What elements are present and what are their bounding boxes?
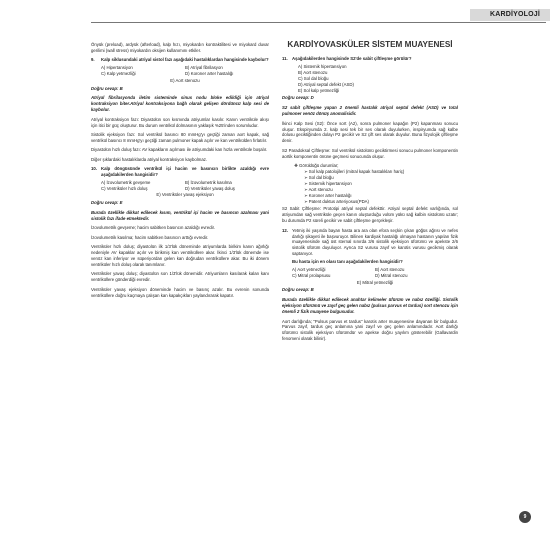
explanation-paragraph: Atriyal fibrilasyonda iletim sisteminde sinus nodu bloke edildiği için atriyal kontraksiyon biter.Atriyal kontraksiyona bağlı olarak gelişen dördüncü kalp sesi de kaybolur. — [91, 95, 269, 113]
option-e: E) Ventriküler yavaş ejeksiyon — [156, 192, 214, 198]
option-d: D) Koroner arter hastalığı — [185, 71, 234, 77]
question-number: 9. — [91, 57, 95, 63]
question-text: Yetmiş iki yaşında bayan hasta ara ara olan efora seçkin çıkan göğüs ağrısı ve nefes darlığı şikayeti ile başvuruyor. Bilinen kardiyak hastalığı olmayan hastanın yapılan fizik muayenesinde sağ üst sternal sınırda 3/6 sistolik ejeksiyon üfürümü ve apekste 2/6 sistolik üfürüm duyuluyor. Ayrıca S2 vurusu zayıf ve karotis vurusu gecikmiş olarak saptanıyor. — [292, 227, 458, 257]
explanation-paragraph: S2 Paradoksal Çiftleşme: Sol ventrikül sistolünü geciktirmesi sonucu pulmoner komponentin aortik komponentin önüne geçmesi sonucunda oluşur. — [282, 147, 458, 159]
option-c: C) Ventriküler hızlı doluş — [101, 186, 148, 192]
question-prompt: Bu hasta için en olası tanı aşağıdakilerden hangisidir? — [292, 259, 403, 265]
question-10-options — [101, 180, 269, 198]
question-text: Kalp siklusundaki atriyal sistol fazı aşağıdaki hastalıklardan hangisinde kaybolur? — [101, 57, 269, 63]
explanation-paragraph: S2 Sabit Çiftleşme: Prototipi atriyal septal defekttir. Atriyal septal defekt varlığında, sol atriyumdan sağ ventriküle geçen kanın oluşturduğu volüm yükü sağ kalbin sistolünü uzatır; bu durumda P2 süreli gecikir ve sabit çiftleşme gerçekleşir. — [282, 206, 458, 224]
question-number: 11. — [282, 56, 288, 61]
arrow-bullet-icon: ➢ — [304, 186, 309, 192]
answer-10: Doğru cevap: E — [91, 200, 123, 206]
question-number: 10. — [91, 166, 97, 172]
left-column — [91, 42, 269, 302]
option-c: C) Kalp yetmezliği — [101, 71, 136, 77]
question-9 — [91, 57, 269, 63]
answer-9: Doğru cevap: B — [91, 85, 123, 91]
question-12 — [282, 228, 458, 258]
explanation-paragraph: Burada özellikle dikkat edilecek kısım, ventrikül içi hacim ve basıncın azalması yani sistolik fazı ifade etmektedir. — [91, 210, 269, 222]
intro-paragraph: Önyük (preload), ardyük (afterload), kalp hızı, miyokardın kontraktilitesi ve miyokard duvar gerilimi (wall stress) miyokardın oksijen kullanımını etkiler. — [91, 42, 269, 53]
arrow-bullet-icon: ➢ — [304, 198, 309, 204]
list-item: ➢ Sistemik hipertansiyon — [304, 180, 352, 186]
option-c: C) Sol dal bloğu — [298, 75, 329, 81]
explanation-paragraph: İzovolumetrik gevşeme; hacim sabitken basıncın azaldığı evredir. — [91, 225, 215, 231]
answer-12: Doğru cevap: B — [282, 287, 314, 293]
question-text: Kalp döngüsünde ventrikül içi hacim ve basıncın birlikte azaldığı evre aşağıdakilerden hangisidir? — [101, 166, 269, 177]
right-column — [282, 42, 458, 346]
question-11-options — [298, 64, 458, 94]
option-d: D) Mitral stenozu — [375, 273, 408, 279]
question-text: Aşağıdakilerden hangisinde S2'de sabit çiftleşme görülür? — [292, 56, 412, 61]
question-11 — [282, 56, 458, 62]
option-b: B) Aort stenozu — [298, 69, 328, 75]
list-item: ➢ Sol dal bloğu — [304, 174, 334, 180]
question-12-options — [292, 267, 458, 285]
list-heading: ❖ Görüldüğü durumlar; — [294, 163, 339, 169]
explanation-paragraph: Ventriküler yavaş doluş; diyastolün son 1/3'lük dönemidir. Atriyumların kasılarak kalan kanı ventriküllere gönderdiği evredir. — [91, 271, 269, 283]
option-d: D) Atriyal septal defekt (ASD) — [298, 81, 354, 87]
option-e: E) Sol kalp yetmezliği — [298, 87, 340, 93]
option-a: A) Hipertansiyon — [101, 65, 133, 71]
option-d: D) Ventriküler yavaş doluş — [185, 186, 235, 192]
question-12-prompt — [292, 259, 458, 265]
running-header-title: KARDİYOLOJİ — [489, 11, 540, 18]
list-item: ➢ Patent duktus arteriyosus(PDA) — [304, 198, 369, 204]
header-rule — [91, 22, 546, 23]
option-b: B) Aort stenozu — [375, 267, 405, 273]
explanation-paragraph: Diğer şıklardaki hastalıklarda atriyal kontraksiyon kaybolmaz. — [91, 156, 208, 162]
explanation-paragraph: Ventriküler hızlı doluş; diyastolün ilk 1/3'lük döneminde atriyumlarda birikim kanın ağırlığı nedeniyle AV kapaklar açılır ve birikmiş kan ventriküllere akar. İkinci 1/3'lük dönemde ise venöz kan inferiyor ve süperiyordan gelen kan doğrudan ventriküllere akar. Bu iki dönem ventriküler hızlı doluş olarak tanımlanır. — [91, 244, 269, 267]
option-a: A) Aort yetmezliği — [292, 267, 326, 273]
arrow-bullet-icon: ➢ — [304, 169, 309, 174]
question-9-options — [101, 65, 269, 83]
arrow-bullet-icon: ➢ — [304, 192, 309, 198]
option-e: E) Mitral yetmezliği — [356, 279, 394, 285]
option-b: B) İzovolumetrik kasılma — [185, 179, 232, 185]
explanation-paragraph: Atriyal kontraksiyon fazı: Diyastolün son kısmında atriyumlar kasılır. Kanın ventriküle akışı için itici bir güç oluşturur. Bu durum ventrikül dolmasının yaklaşık %25'inden sorumludur. — [91, 116, 269, 128]
option-c: C) Mitral prolapsusu — [292, 273, 331, 279]
section-title: KARDİYOVASKÜLER SİSTEM MUAYENESİ — [287, 40, 453, 49]
explanation-paragraph: Sistolik ejeksiyon fazı: Sol ventrikül basıncı 80 mmHg'yı geçtiği zaman aort kapak, sağ ventrikül basıncı 8 mmHg'yı geçtiği zaman pulmoner kapak açılır ve kan ventrikülden fırlatılır. — [91, 131, 269, 143]
explanation-paragraph: İkinci Kalp Sesi (S2): Önce sort (A2), sonra pulmoner kapağın (P2) kapanması sonucu oluşur. Ekspiryumda 2. kalp sesi tek bir ses olarak duyulurken, inspiryumda sağ kalbe dolusu geciktiğinden dolayı P2 gecikir ve S2 çift ses olarak duyulur. Buna fizyolojik çiftleşme denir. — [282, 120, 458, 144]
page-number-badge: 9 — [519, 511, 531, 523]
list-item: ➢ Sol kalp patolojileri (mitral kapak hastalıkları hariç) — [304, 169, 405, 174]
question-10 — [91, 166, 269, 178]
option-a: A) İzovolumetrik gevşeme — [101, 179, 151, 185]
explanation-paragraph: İzovolumetrik kasılma; hacim sabitken basıncın arttığı evredir. — [91, 234, 209, 240]
explanation-paragraph: Burada özellikle dikkat edilecek anahtar kelimeler üfürüm ve nabız özelliği. Sistolik ejeksiyon üfürümü ve zayıf geç gelen nabız (pulsus parvus et tardus) sort stenozu için önemli 2 fizik muayene bulgusudur. — [282, 297, 458, 315]
option-a: A) Sistemik hipertansiyon — [298, 63, 347, 69]
arrow-bullet-icon: ➢ — [304, 174, 309, 180]
explanation-paragraph: Diyastolün hızlı doluş fazı: AV kapakların açılması ile atriyumdaki kan hızla ventriküle boşalır. — [91, 147, 268, 153]
question-number: 12. — [282, 227, 288, 233]
option-b: B) Atriyal fibrilasyon — [185, 65, 223, 71]
option-e: E) Aort stenozu — [170, 77, 200, 83]
explanation-paragraph: S2 sabit çiftleşme yapan 2 önemli hastalık atriyal septal defekt (ASD) ve total pulmoner venöz dönüş anomalisidir. — [282, 105, 458, 117]
bullet-icon: ❖ — [294, 163, 300, 169]
answer-11: Doğru cevap: D — [282, 95, 314, 101]
arrow-bullet-icon: ➢ — [304, 180, 309, 186]
explanation-paragraph: Ventriküler yavaş ejeksiyon döneminde hacim ve basınç azalır. Bu evrenin sonunda ventriküllere doğru kaçmaya çalışan kan kapakçıkları yaylandırarak kapatır. — [91, 286, 269, 298]
conditions-list — [294, 163, 458, 204]
list-item: ➢ Koroner arter hastalığı — [304, 192, 352, 198]
list-item: ➢ Aort stenozu — [304, 186, 333, 192]
explanation-paragraph: Aort darlığında; "Pulsus parvus et tardus" karotis arter muayenesine dayanan bir bulgudur. Parvus zayıf, tardus geç anlamına yani zayıf ve geç gelen anlamındadır. Aort darlığı üfürümü sistolik ejeksiyon üfürümdür ve apekse doğru yayılım gösterebilir (Gallavardin fenomeni olarak bilinir). — [282, 318, 458, 342]
